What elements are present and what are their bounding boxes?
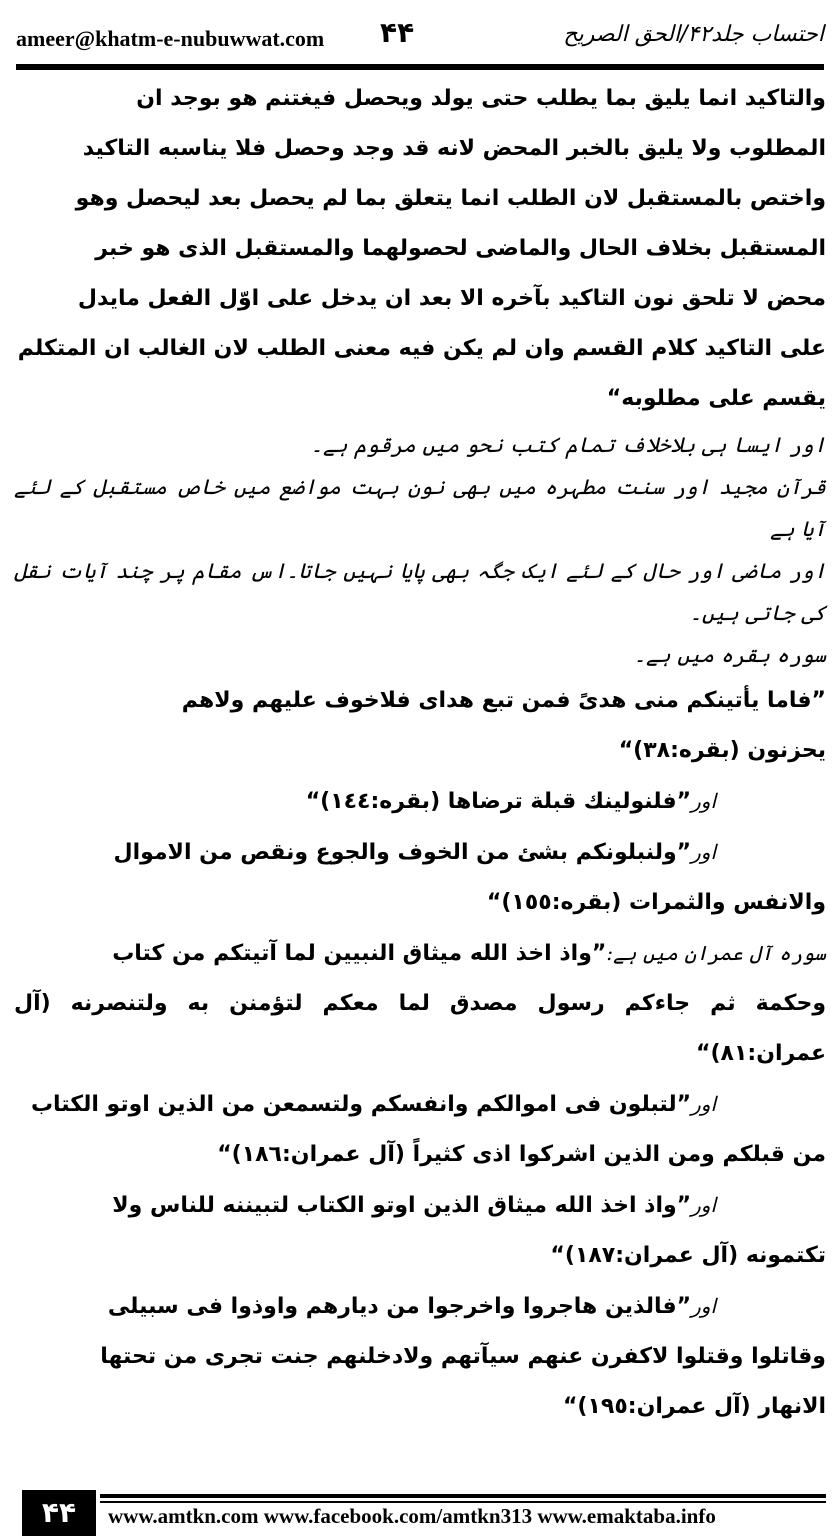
and-prefix: اور: [691, 789, 716, 813]
text-line: [14, 928, 826, 979]
text-line: والتاكيد انما يليق بما يطلب حتى يولد ويحصل فيغتنم هو بوجد ان: [136, 86, 826, 111]
arabic-quote: [14, 74, 826, 424]
text-line: والانفس والثمرات (بقره:١٥٥)“: [486, 890, 826, 915]
header-page-number: ۴۴: [380, 16, 415, 49]
verse-text: ”فلنولينك قبلة ترضاها (بقره:١٤٤)“: [305, 789, 692, 814]
text-line: تكتمونه (آل عمران:١٨٧)“: [550, 1243, 826, 1268]
verse-aal-imran-187: [14, 1180, 826, 1281]
verse-text: ”ولنبلونكم بشئ من الخوف والجوع ونقص من الاموال: [113, 840, 692, 865]
header-email: ameer@khatm-e-nubuwwat.com: [16, 26, 325, 51]
text-line: الانهار (آل عمران:١٩٥)“: [562, 1394, 826, 1419]
verse-text: ”واذ اخذ الله ميثاق الذين اوتو الكتاب لتبيننه للناس ولا: [112, 1193, 692, 1218]
text-line: قرآن مجید اور سنت مطہرہ میں بھی نون بہت مواضع میں خاص مستقبل کے لئے آیا ہے: [14, 475, 826, 541]
text-line: [14, 1180, 826, 1231]
verse-baqarah-155: [14, 827, 826, 928]
urdu-intro: سورہ آل عمران میں ہے:: [606, 941, 826, 965]
and-prefix: اور: [691, 840, 716, 864]
text-line: وحكمة ثم جاءكم رسول مصدق لما معكم لتؤمنن به ولتنصرنه (آل عمران:٨١)“: [14, 991, 826, 1066]
text-line: [14, 776, 716, 827]
verse-baqarah-144: [14, 776, 826, 827]
text-line: يحزنون (بقره:٣٨)“: [618, 738, 826, 763]
text-line: واختص بالمستقبل لان الطلب انما يتعلق بما لم يحصل بعد ليحصل وهو: [75, 186, 826, 211]
text-line: [14, 827, 826, 878]
text-line: المستقبل بخلاف الحال والماضى لحصولهما والمستقبل الذى هو خبر: [95, 236, 826, 261]
text-line: سورہ بقرہ میں ہے۔: [633, 643, 826, 667]
verse-aal-imran-186: [14, 1079, 826, 1180]
text-line: محض لا تلحق نون التاكيد بآخره الا بعد ان يدخل على اوّل الفعل مايدل: [77, 286, 826, 311]
text-line: على التاكيد كلام القسم وان لم يكن فيه معنى الطلب لان الغالب ان المتكلم: [17, 336, 826, 361]
page-header: [0, 0, 840, 64]
verse-text: ”فالذين هاجروا واخرجوا من ديارهم واوذوا فى سبيلى: [107, 1294, 692, 1319]
text-line: [14, 1079, 826, 1130]
text-line: اور ماضی اور حال کے لئے ایک جگہ بھی پایا نہیں جاتا۔اس مقام پر چند آیات نقل کی جاتی ہیں۔: [14, 559, 826, 625]
verse-text: ”واذ اخذ الله ميثاق النبيين لما آتيتكم من كتاب: [112, 941, 607, 966]
header-divider: [16, 64, 824, 70]
and-prefix: اور: [691, 1294, 716, 1318]
header-book-title: احتساب جلد۴۲/الحق الصریح: [563, 22, 824, 47]
footer-divider: [100, 1494, 826, 1498]
and-prefix: اور: [691, 1193, 716, 1217]
page-footer: [0, 1484, 840, 1540]
text-line: المطلوب ولا يليق بالخبر المحض لانه قد وجد وحصل فلا يناسبه التاكيد: [82, 136, 826, 161]
footer-page-number: ۴۴: [22, 1490, 96, 1536]
text-line: يقسم على مطلوبه“: [606, 386, 826, 411]
urdu-paragraph-2: [14, 466, 826, 634]
text-line: [14, 1281, 826, 1332]
urdu-paragraph-3: [14, 634, 826, 676]
verse-text: ”لتبلون فى اموالكم وانفسكم ولتسمعن من الذين اوتو الكتاب: [30, 1092, 692, 1117]
page-body: [14, 74, 826, 1432]
verse-baqarah-38: [14, 676, 826, 776]
text-line: من قبلكم ومن الذين اشركوا اذى كثيراً (آل عمران:١٨٦)“: [217, 1142, 826, 1167]
footer-links: www.amtkn.com www.facebook.com/amtkn313 www.emaktaba.info: [108, 1504, 716, 1528]
text-line: اور ایسا ہی بلاخلاف تمام کتب نحو میں مرقوم ہے۔: [310, 433, 826, 457]
text-line: ”فاما يأتينكم منى هدىً فمن تبع هداى فلاخوف عليهم ولاهم: [181, 688, 826, 713]
text-line: وقاتلوا وقتلوا لاكفرن عنهم سيآتهم ولادخلنهم جنت تجرى من تحتها: [100, 1344, 826, 1369]
verse-aal-imran-81: [14, 928, 826, 1079]
urdu-paragraph-1: [14, 424, 826, 466]
footer-divider: [100, 1501, 826, 1503]
and-prefix: اور: [691, 1092, 716, 1116]
verse-aal-imran-195: [14, 1281, 826, 1432]
